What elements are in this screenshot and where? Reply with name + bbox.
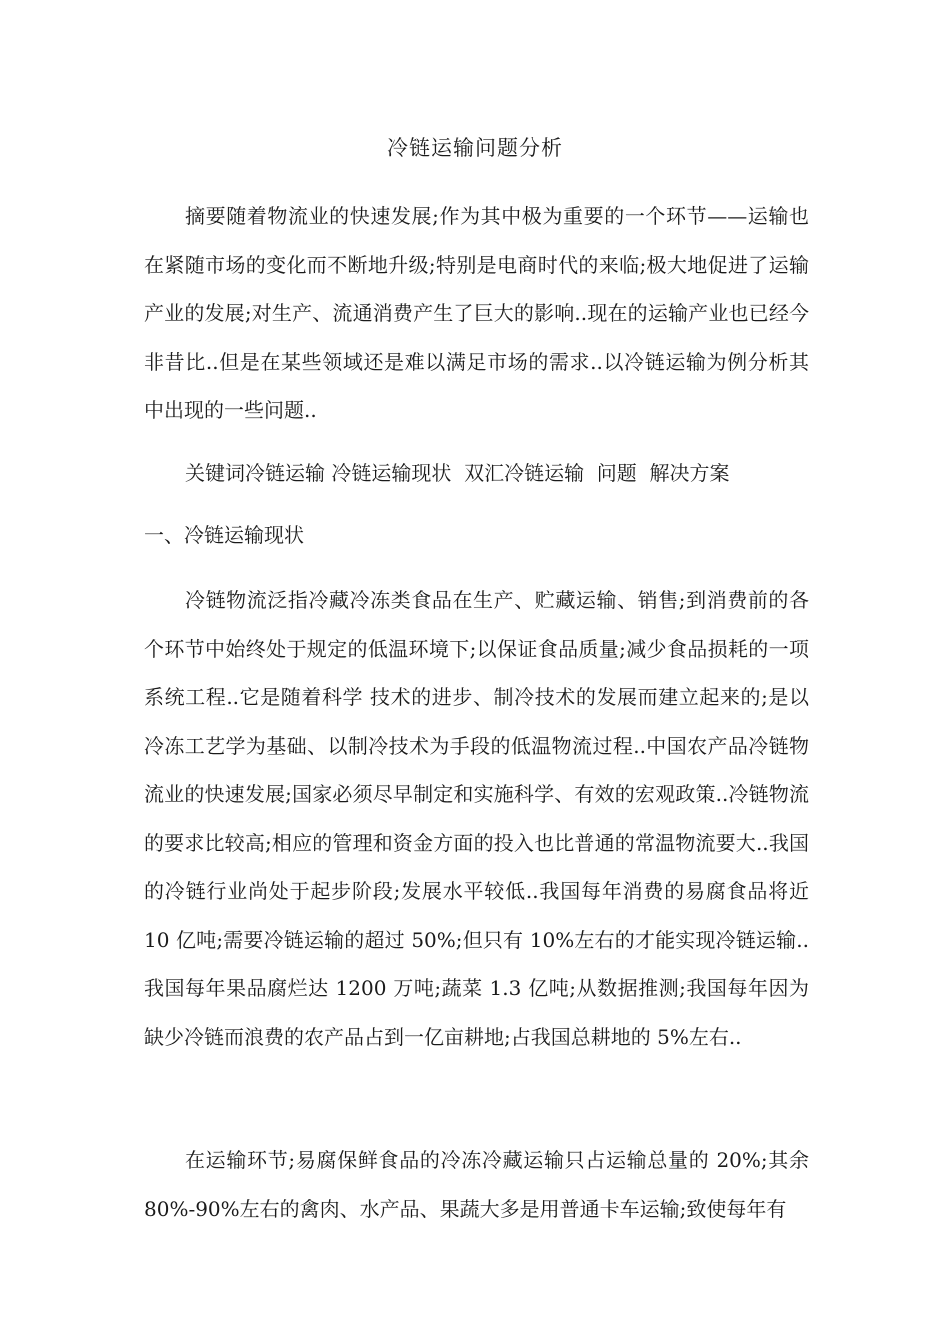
section-heading: 一、冷链运输现状: [144, 523, 304, 547]
body-paragraph: 冷链物流泛指冷藏冷冻类食品在生产、贮藏运输、销售;到消费前的各个环节中始终处于规定的低温环境下;以保证食品质量;减少食品损耗的一项系统工程..它是随着科学 技术的进步、制冷技术的发展而建立起来的;是以冷冻工艺学为基础、以制冷技术为手段的低温物流过程..中国农产品冷链物流业的快速发展;国家必须尽早制定和实施科学、有效的宏观政策..冷链物流的要求比较高;相应的管理和资金方面的投入也比普通的常温物流要大..我国的冷链行业尚处于起步阶段;发展水平较低..我国每年消费的易腐食品将近 10 亿吨;需要冷链运输的超过 50%;但只有 10%左右的才能实现冷链运输..我国每年果品腐烂达 1200 万吨;蔬菜 1.3 亿吨;从数据推测;我国每年因为缺少冷链而浪费的农产品占到一亿亩耕地;占我国总耕地的 5%左右..: [144, 588, 809, 1049]
document-title: 冷链运输问题分析: [387, 136, 563, 160]
abstract-paragraph: 摘要随着物流业的快速发展;作为其中极为重要的一个环节——运输也在紧随市场的变化而不断地升级;特别是电商时代的来临;极大地促进了运输产业的发展;对生产、流通消费产生了巨大的影响..现在的运输产业也已经今非昔比..但是在某些领域还是难以满足市场的需求..以冷链运输为例分析其中出现的一些问题..: [144, 204, 809, 422]
body-paragraph: 在运输环节;易腐保鲜食品的冷冻冷藏运输只占运输总量的 20%;其余 80%-90%左右的禽肉、水产品、果蔬大多是用普通卡车运输;致使每年有: [144, 1148, 809, 1221]
keywords-line: 关键词冷链运输 冷链运输现状 双汇冷链运输 问题 解决方案: [185, 461, 730, 485]
